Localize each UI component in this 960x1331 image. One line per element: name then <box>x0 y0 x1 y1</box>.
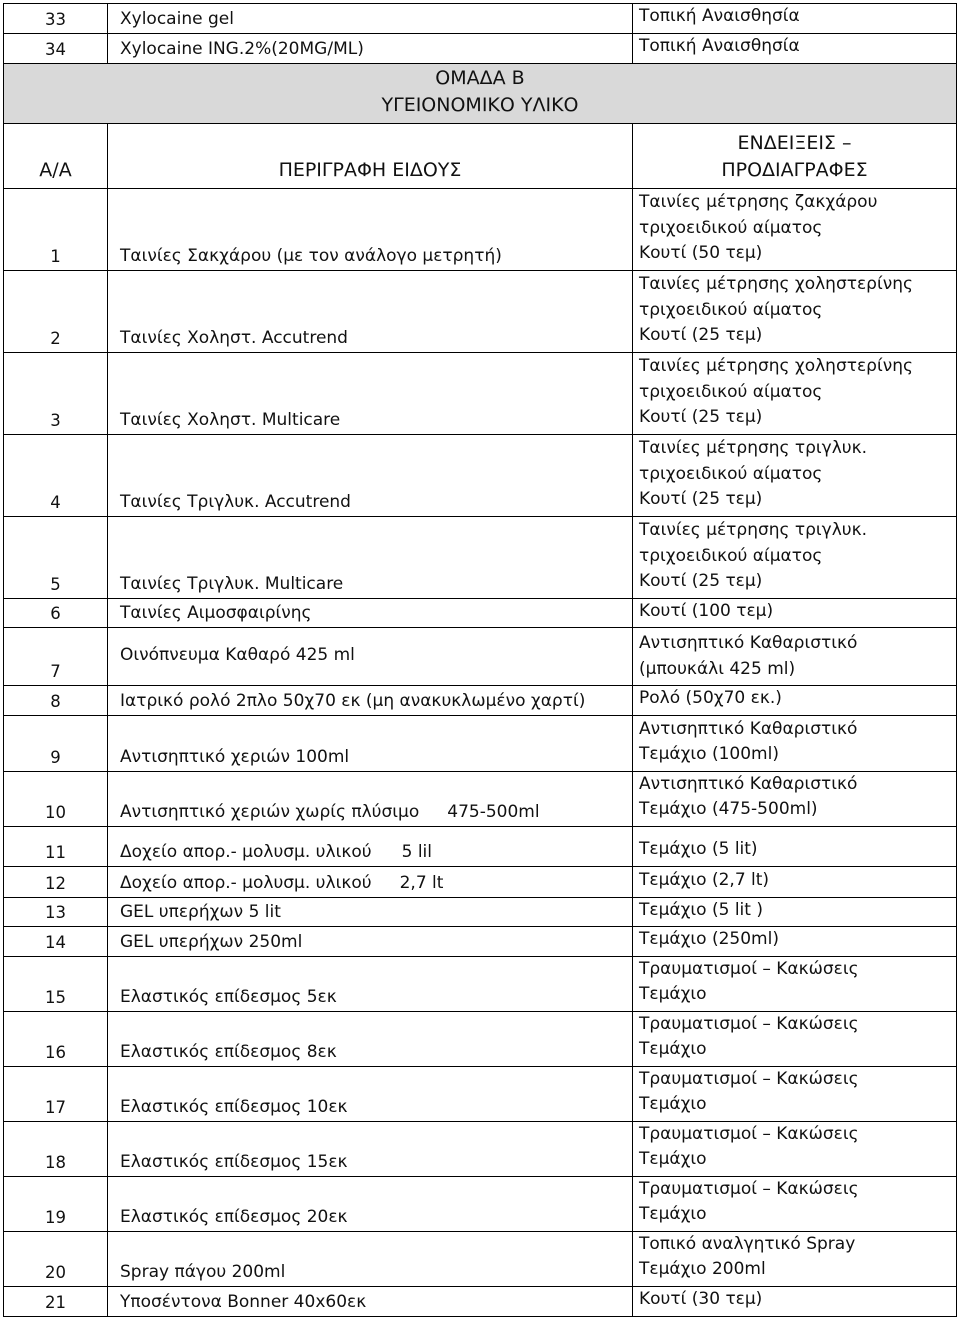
item-description-cell <box>108 1286 633 1316</box>
item-description: Ταινίες Τριγλυκ. Multicare <box>120 573 344 594</box>
spec-line: Τεμάχιο <box>639 1204 707 1224</box>
item-spec <box>633 270 957 352</box>
item-description: Xylocaine gel <box>108 4 633 34</box>
spec-line: Αντισηπτικό Καθαριστικό <box>639 718 858 739</box>
spec-line: Ταινίες μέτρησης χοληστερίνης <box>639 356 913 376</box>
item-description-cell <box>108 434 633 516</box>
column-header-number: Α/Α <box>4 123 108 188</box>
row-number: 18 <box>4 1121 108 1176</box>
item-spec <box>633 927 957 957</box>
spec-line: Αντισηπτικό Καθαριστικό <box>639 633 858 653</box>
spec-line: Τοπική Αναισθησία <box>639 6 800 26</box>
row-number: 5 <box>4 516 108 598</box>
row-number: 21 <box>4 1286 108 1316</box>
row-number: 12 <box>4 866 108 897</box>
item-size: 2,7 lt <box>399 872 444 893</box>
item-description-cell <box>108 715 633 771</box>
item-spec <box>633 516 957 598</box>
table-row <box>4 1176 957 1231</box>
item-spec <box>633 1011 957 1066</box>
table-row <box>4 686 957 716</box>
item-spec <box>633 598 957 628</box>
column-header-description: ΠΕΡΙΓΡΑΦΗ ΕΙΔΟΥΣ <box>108 123 633 188</box>
group-subtitle: ΥΓΕΙΟΝΟΜΙΚΟ ΥΛΙΚΟ <box>381 94 579 116</box>
item-description: Xylocaine ING.2%(20MG/ML) <box>108 33 633 63</box>
item-description-cell <box>108 686 633 716</box>
row-number: 14 <box>4 927 108 957</box>
spec-line: τριχοειδικού αίματος <box>639 299 823 320</box>
item-spec <box>633 771 957 826</box>
row-number: 1 <box>4 188 108 270</box>
item-size: 475-500ml <box>447 801 540 822</box>
group-header-row <box>4 63 957 123</box>
row-number: 4 <box>4 434 108 516</box>
table-row <box>4 434 957 516</box>
spec-line: Τραυματισμοί – Κακώσεις <box>639 958 859 979</box>
row-number: 17 <box>4 1066 108 1121</box>
table-row <box>4 927 957 957</box>
item-description-cell <box>108 1231 633 1286</box>
table-row <box>4 1121 957 1176</box>
row-number: 15 <box>4 956 108 1011</box>
spec-line: Τεμάχιο (2,7 lt) <box>639 870 770 890</box>
item-spec <box>633 434 957 516</box>
row-number: 8 <box>4 686 108 716</box>
spec-line: Τεμάχιο 200ml <box>639 1259 766 1279</box>
spec-line: Τραυματισμοί – Κακώσεις <box>639 1123 859 1144</box>
item-description-cell <box>108 1121 633 1176</box>
item-description-cell <box>108 516 633 598</box>
spec-line: Αντισηπτικό Καθαριστικό <box>639 773 858 794</box>
item-description-cell <box>108 1176 633 1231</box>
item-description-cell <box>108 927 633 957</box>
spec-line: Ταινίες μέτρησης τριγλυκ. <box>639 520 868 540</box>
item-spec <box>633 1286 957 1316</box>
spec-line: τριχοειδικού αίματος <box>639 217 823 238</box>
spec-line: Τεμάχιο <box>639 1094 707 1114</box>
spec-line: Κουτί (25 τεμ) <box>639 325 763 345</box>
row-number: 10 <box>4 771 108 826</box>
row-number: 33 <box>4 4 108 34</box>
spec-line: Τεμάχιο (5 lit) <box>639 839 758 859</box>
item-spec <box>633 1231 957 1286</box>
row-number: 11 <box>4 826 108 866</box>
item-description-cell <box>108 956 633 1011</box>
table-row <box>4 270 957 352</box>
table-row <box>4 715 957 771</box>
row-number: 16 <box>4 1011 108 1066</box>
row-number: 3 <box>4 352 108 434</box>
item-spec <box>633 4 957 34</box>
row-number: 7 <box>4 628 108 686</box>
spec-line: Ρολό (50χ70 εκ.) <box>639 688 782 708</box>
spec-line: Τεμάχιο <box>639 1039 707 1059</box>
item-description: Αντισηπτικό χεριών 100ml <box>120 746 350 767</box>
spec-line: τριχοειδικού αίματος <box>639 381 823 402</box>
row-number: 20 <box>4 1231 108 1286</box>
item-spec <box>633 686 957 716</box>
row-number: 6 <box>4 598 108 628</box>
supplies-table-body <box>4 4 957 1317</box>
item-description-cell <box>108 1011 633 1066</box>
item-spec <box>633 33 957 63</box>
item-spec <box>633 956 957 1011</box>
spec-line: Τεμάχιο <box>639 984 707 1004</box>
item-description: Υποσέντονα Bonner 40x60εκ <box>120 1291 367 1312</box>
table-row <box>4 4 957 34</box>
item-spec <box>633 1121 957 1176</box>
supplies-table <box>3 3 957 1317</box>
item-description-cell <box>108 826 633 866</box>
spec-line: τριχοειδικού αίματος <box>639 545 823 566</box>
row-number: 13 <box>4 897 108 927</box>
item-description-cell <box>108 598 633 628</box>
item-description-cell <box>108 352 633 434</box>
table-row <box>4 771 957 826</box>
item-spec <box>633 866 957 897</box>
item-description: GEL υπερήχων 5 lit <box>120 902 281 922</box>
column-header-specs <box>633 123 957 188</box>
spec-line: Κουτί (25 τεμ) <box>639 407 763 427</box>
spec-line: Κουτί (30 τεμ) <box>639 1289 763 1309</box>
spec-line: Ταινίες μέτρησης τριγλυκ. <box>639 438 868 458</box>
item-description: Ιατρικό ρολό 2πλο 50χ70 εκ (μη ανακυκλωμένο χαρτί) <box>120 690 586 711</box>
item-description: Ελαστικός επίδεσμος 10εκ <box>120 1096 348 1117</box>
item-spec <box>633 897 957 927</box>
item-description: Ταινίες Χοληστ. Accutrend <box>120 327 348 348</box>
item-description: Ταινίες Χοληστ. Multicare <box>120 409 341 430</box>
spec-line: Κουτί (100 τεμ) <box>639 600 774 621</box>
spec-line: Τραυματισμοί – Κακώσεις <box>639 1178 859 1199</box>
spec-line: Τραυματισμοί – Κακώσεις <box>639 1013 859 1034</box>
item-description: Δοχείο απορ.- μολυσμ. υλικού <box>120 841 372 862</box>
item-spec <box>633 1176 957 1231</box>
spec-line: Τραυματισμοί – Κακώσεις <box>639 1068 859 1089</box>
table-row <box>4 1231 957 1286</box>
row-number: 2 <box>4 270 108 352</box>
spec-line: Τεμάχιο (5 lit ) <box>639 899 763 920</box>
item-spec <box>633 628 957 686</box>
item-description: Ελαστικός επίδεσμος 5εκ <box>120 986 337 1007</box>
item-description-cell <box>108 771 633 826</box>
row-number: 19 <box>4 1176 108 1231</box>
item-description-cell <box>108 897 633 927</box>
spec-line: τριχοειδικού αίματος <box>639 463 823 484</box>
column-header-specs-line2: ΠΡΟΔΙΑΓΡΑΦΕΣ <box>721 158 868 181</box>
table-row <box>4 826 957 866</box>
group-title <box>4 63 957 123</box>
table-row <box>4 866 957 897</box>
spec-line: Κουτί (25 τεμ) <box>639 489 763 509</box>
item-description-cell <box>108 270 633 352</box>
item-description-cell <box>108 866 633 897</box>
table-row <box>4 598 957 628</box>
table-row <box>4 628 957 686</box>
item-description: Ταινίες Σακχάρου (με τον ανάλογο μετρητή) <box>120 245 502 266</box>
spec-line: Κουτί (50 τεμ) <box>639 243 763 263</box>
item-description: GEL υπερήχων 250ml <box>120 931 303 952</box>
item-description-cell <box>108 188 633 270</box>
column-header-row <box>4 123 957 188</box>
item-description: Spray πάγου 200ml <box>120 1261 286 1282</box>
item-description: Ελαστικός επίδεσμος 20εκ <box>120 1206 348 1227</box>
item-description: Ταινίες Αιμοσφαιρίνης <box>120 603 312 623</box>
row-number: 9 <box>4 715 108 771</box>
table-row <box>4 188 957 270</box>
column-header-specs-line1: ΕΝΔΕΙΞΕΙΣ – <box>737 131 852 154</box>
item-spec <box>633 352 957 434</box>
item-description: Οινόπνευμα Καθαρό 425 ml <box>120 644 355 665</box>
item-description: Δοχείο απορ.- μολυσμ. υλικού <box>120 872 372 893</box>
spec-line: Τοπική Αναισθησία <box>639 36 800 56</box>
table-row <box>4 33 957 63</box>
item-description: Ταινίες Τριγλυκ. Accutrend <box>120 491 351 512</box>
row-number: 34 <box>4 33 108 63</box>
item-spec <box>633 188 957 270</box>
group-name: ΟΜΑΔΑ Β <box>435 67 525 89</box>
table-row <box>4 1286 957 1316</box>
item-description: Ελαστικός επίδεσμος 8εκ <box>120 1041 337 1062</box>
spec-line: Κουτί (25 τεμ) <box>639 571 763 591</box>
item-description-cell <box>108 628 633 686</box>
spec-line: Τοπικό αναλγητικό Spray <box>639 1233 856 1254</box>
table-row <box>4 956 957 1011</box>
spec-line: Τεμάχιο (475-500ml) <box>639 799 818 819</box>
item-size: 5 lil <box>401 841 432 862</box>
item-description: Ελαστικός επίδεσμος 15εκ <box>120 1151 348 1172</box>
spec-line: Ταινίες μέτρησης χοληστερίνης <box>639 274 913 294</box>
table-row <box>4 1011 957 1066</box>
table-row <box>4 897 957 927</box>
spec-line: Τεμάχιο (100ml) <box>639 744 779 764</box>
spec-line: Ταινίες μέτρησης ζακχάρου <box>639 192 878 212</box>
item-description: Αντισηπτικό χεριών χωρίς πλύσιμο <box>120 801 420 822</box>
item-spec <box>633 1066 957 1121</box>
spec-line: Τεμάχιο (250ml) <box>639 929 779 949</box>
spec-line: Τεμάχιο <box>639 1149 707 1169</box>
table-row <box>4 1066 957 1121</box>
item-spec <box>633 826 957 866</box>
item-spec <box>633 715 957 771</box>
spec-line: (μπουκάλι 425 ml) <box>639 658 796 679</box>
table-row <box>4 516 957 598</box>
item-description-cell <box>108 1066 633 1121</box>
table-row <box>4 352 957 434</box>
